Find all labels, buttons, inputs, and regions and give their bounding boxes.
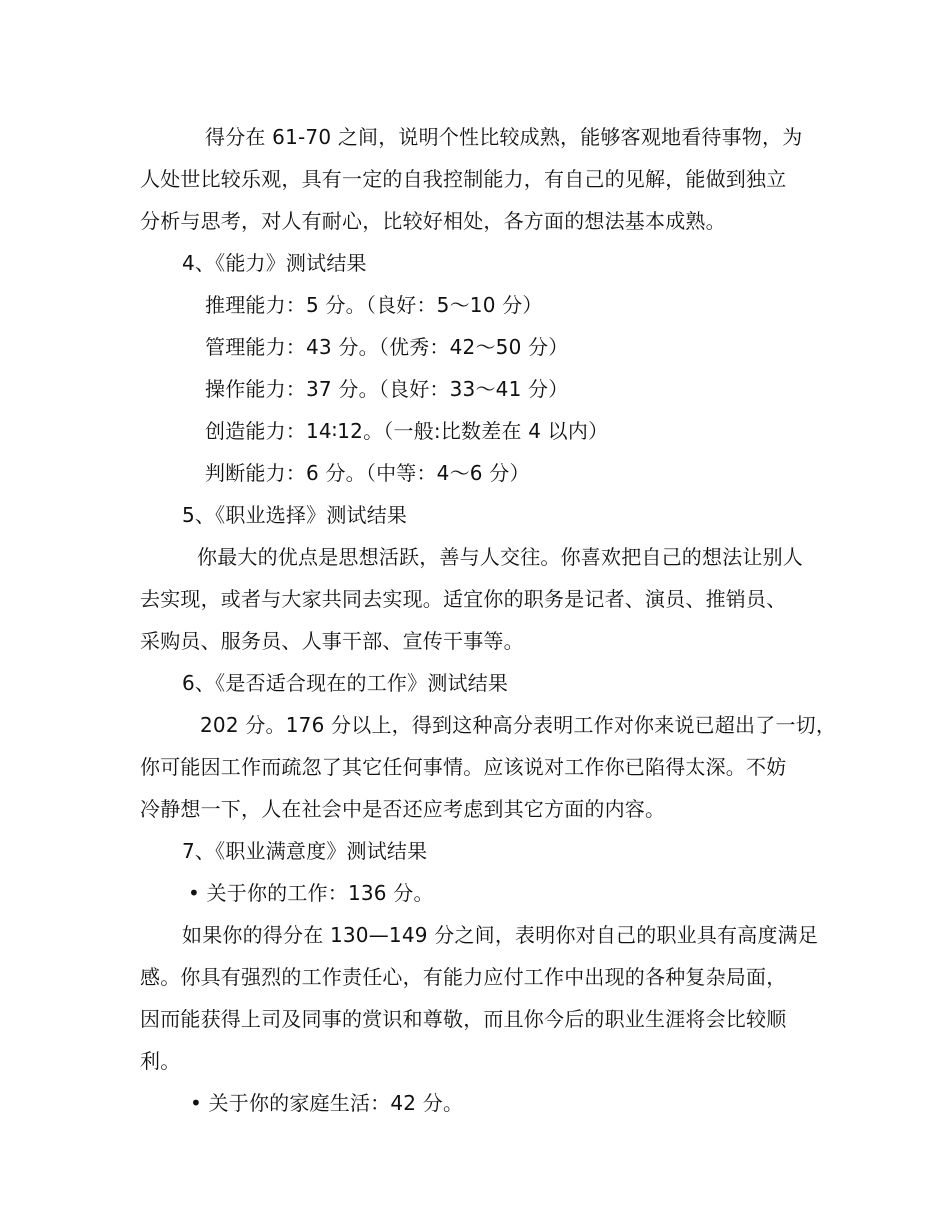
paragraph-line: 你可能因工作而疏忽了其它任何事情。应该说对工作你已陷得太深。不妨: [140, 755, 787, 779]
list-item: 操作能力：37 分。（良好：33～41 分）: [205, 377, 569, 401]
section-heading: 7、《职业满意度》测试结果: [182, 839, 428, 863]
paragraph-line: 得分在 61-70 之间，说明个性比较成熟，能够客观地看待事物，为: [205, 125, 803, 149]
paragraph-line: 202 分。176 分以上，得到这种高分表明工作对你来说已超出了一切，: [200, 713, 837, 737]
section-heading: 5、《职业选择》测试结果: [182, 503, 408, 527]
list-item: 创造能力：14∶12。（一般:比数差在 4 以内）: [205, 419, 609, 443]
paragraph-line: 你最大的优点是思想活跃，善与人交往。你喜欢把自己的想法让别人: [197, 545, 803, 569]
section-heading: 6、《是否适合现在的工作》测试结果: [182, 671, 509, 695]
paragraph-line: 利。: [140, 1049, 181, 1073]
list-item: 推理能力：5 分。（良好：5～10 分）: [205, 293, 543, 317]
paragraph-line: 人处世比较乐观，具有一定的自我控制能力，有自己的见解，能做到独立: [140, 167, 787, 191]
list-item: 判断能力：6 分。（中等：4～6 分）: [205, 461, 530, 485]
bullet-item: • 关于你的家庭生活：42 分。: [190, 1091, 464, 1115]
paragraph-line: 去实现，或者与大家共同去实现。适宜你的职务是记者、演员、推销员、: [140, 587, 787, 611]
paragraph-line: 分析与思考，对人有耐心，比较好相处，各方面的想法基本成熟。: [140, 209, 726, 233]
paragraph-line: 因而能获得上司及同事的赏识和尊敬，而且你今后的职业生涯将会比较顺: [140, 1007, 787, 1031]
paragraph-line: 冷静想一下，人在社会中是否还应考虑到其它方面的内容。: [140, 797, 666, 821]
list-item: 管理能力：43 分。（优秀：42～50 分）: [205, 335, 569, 359]
paragraph-line: 采购员、服务员、人事干部、宣传干事等。: [140, 629, 524, 653]
bullet-item: • 关于你的工作：136 分。: [188, 881, 434, 905]
section-heading: 4、《能力》测试结果: [182, 251, 367, 275]
paragraph-line: 感。你具有强烈的工作责任心，有能力应付工作中出现的各种复杂局面，: [140, 965, 787, 989]
paragraph-line: 如果你的得分在 130—149 分之间，表明你对自己的职业具有高度满足: [182, 923, 819, 947]
